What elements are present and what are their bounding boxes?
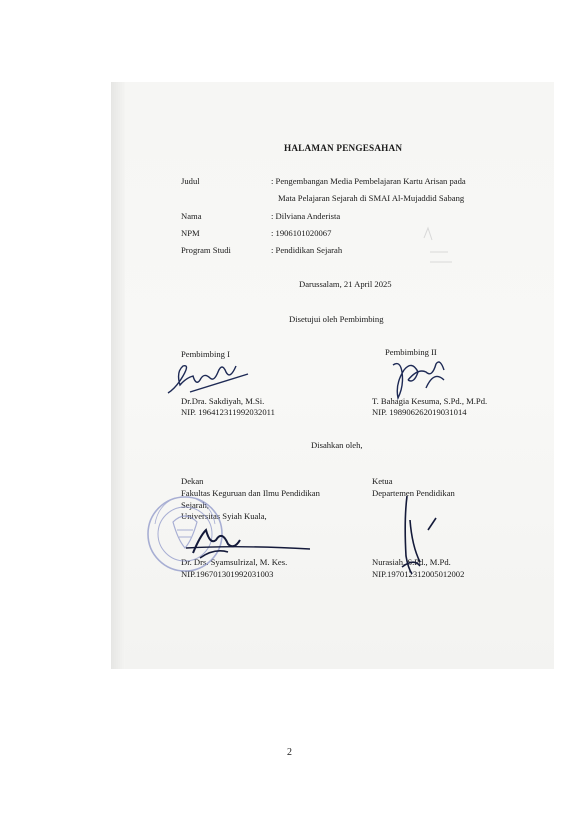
dean-role: Dekan (181, 476, 204, 486)
field-label-npm: NPM (181, 228, 200, 238)
ratified-by: Disahkan oleh, (311, 440, 363, 450)
field-value-judul: : Pengembangan Media Pembelajaran Kartu Arisan pada (271, 176, 466, 186)
dean-signature (186, 530, 310, 558)
page-title: HALAMAN PENGESAHAN (284, 143, 403, 153)
head-nip: NIP.197012312005012002 (372, 569, 465, 579)
advisor2-name: T. Bahagia Kesuma, S.Pd., M.Pd. (372, 396, 488, 406)
dean-name: Dr. Drs. Syamsulrizal, M. Kes. (181, 557, 288, 567)
field-value-nama: : Dilviana Anderista (271, 211, 341, 221)
field-value-judul-cont: Mata Pelajaran Sejarah di SMAI Al-Mujaddid Sabang (278, 193, 465, 203)
dean-university: Universitas Syiah Kuala, (181, 511, 267, 521)
field-value-prodi: : Pendidikan Sejarah (271, 245, 343, 255)
advisor1-nip: NIP. 196412311992032011 (181, 407, 275, 417)
field-label-prodi: Program Studi (181, 245, 231, 255)
approved-by: Disetujui oleh Pembimbing (289, 314, 384, 324)
head-signature (402, 496, 436, 574)
field-label-nama: Nama (181, 211, 202, 221)
page-number: 2 (287, 747, 292, 758)
advisor1-role: Pembimbing I (181, 349, 230, 359)
head-role: Ketua (372, 476, 393, 486)
field-label-judul: Judul (181, 176, 200, 186)
show-through-marks (424, 228, 452, 262)
dean-dept: Sejarah, (181, 500, 209, 510)
university-stamp (148, 497, 222, 571)
head-dept: Departemen Pendidikan (372, 488, 455, 498)
place-date: Darussalam, 21 April 2025 (299, 279, 392, 289)
advisor1-name: Dr.Dra. Sakdiyah, M.Si. (181, 396, 265, 406)
dean-faculty: Fakultas Keguruan dan Ilmu Pendidikan (181, 488, 320, 498)
advisor2-nip: NIP. 198906262019031014 (372, 407, 467, 417)
dean-nip: NIP.196701301992031003 (181, 569, 274, 579)
advisor2-role: Pembimbing II (385, 347, 437, 357)
head-name: Nurasiah, S.Pd., M.Pd. (372, 557, 451, 567)
field-value-npm: : 1906101020067 (271, 228, 332, 238)
advisor2-signature (393, 362, 444, 398)
advisor1-signature (168, 366, 248, 393)
